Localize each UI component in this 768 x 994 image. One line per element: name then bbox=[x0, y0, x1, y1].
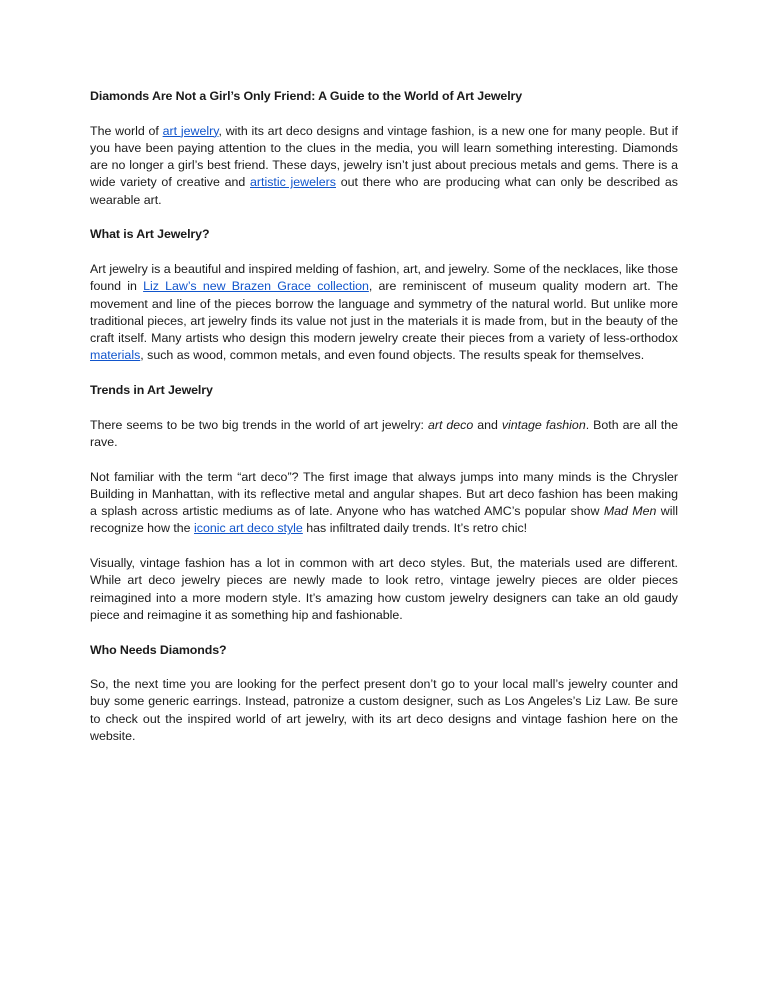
section1-paragraph: Art jewelry is a beautiful and inspired melding of fashion, art, and jewelry. Some of the necklaces, like those found in Liz Law’s new Brazen Grace collection, are reminiscent of museum quality modern art. The movement and line of the pieces borrow the language and symmetry of the natural world. But unlike more traditional pieces, art jewelry finds its value not just in the materials it is made from, but in the beauty of the craft itself. Many artists who design this modern jewelry create their pieces from a variety of less-orthodox materials, such as wood, common metals, and even found objects. The results speak for themselves. bbox=[90, 261, 678, 363]
art-jewelry-link[interactable]: art jewelry bbox=[162, 123, 219, 138]
section-heading-trends: Trends in Art Jewelry bbox=[90, 383, 213, 398]
intro-paragraph: The world of art jewelry, with its art deco designs and vintage fashion, is a new one for many people. But if you have been paying attention to the clues in the media, you will learn something interesting. Diamonds are no longer a girl’s best friend. These days, jewelry isn’t just about precious metals and gems. There is a wide variety of creative and artistic jewelers out there who are producing what can only be described as wearable art. bbox=[90, 123, 679, 207]
trends-paragraph-1: There seems to be two big trends in the world of art jewelry: art deco and vintage fashion. Both are all the rave. bbox=[90, 417, 679, 449]
section-heading-what-is-art-jewelry: What is Art Jewelry? bbox=[90, 227, 210, 242]
iconic-art-deco-style-link[interactable]: iconic art deco style bbox=[194, 521, 303, 536]
trends-paragraph-3: Visually, vintage fashion has a lot in common with art deco styles. But, the materials used are different. While art deco jewelry pieces are newly made to look retro, vintage jewelry pieces are older pieces reimagined into a more modern style. It’s amazing how custom jewelry designers can take an old gaudy piece and reimagine it as something hip and fashionable. bbox=[90, 556, 678, 622]
materials-link[interactable]: materials bbox=[90, 348, 141, 363]
brazen-grace-collection-link[interactable]: Liz Law’s new Brazen Grace collection bbox=[143, 279, 369, 294]
document-page bbox=[90, 88, 678, 763]
document-title: Diamonds Are Not a Girl’s Only Friend: A Guide to the World of Art Jewelry bbox=[90, 89, 523, 103]
section-heading-who-needs-diamonds: Who Needs Diamonds? bbox=[90, 642, 227, 657]
closing-paragraph: So, the next time you are looking for the perfect present don’t go to your local mall’s jewelry counter and buy some generic earrings. Instead, patronize a custom designer, such as Los Angeles’s Liz Law. Be sure to check out the inspired world of art jewelry, with its art deco designs and vintage fashion here on the website. bbox=[90, 677, 678, 743]
trends-paragraph-2: Not familiar with the term “art deco”? The first image that always jumps into many minds is the Chrysler Building in Manhattan, with its reflective metal and angular shapes. But art deco fashion has been making a splash across artistic mediums as of late. Anyone who has watched AMC’s popular show Mad Men will recognize how the iconic art deco style has infiltrated daily trends. It’s retro chic! bbox=[90, 469, 678, 536]
artistic-jewelers-link[interactable]: artistic jewelers bbox=[250, 175, 336, 190]
